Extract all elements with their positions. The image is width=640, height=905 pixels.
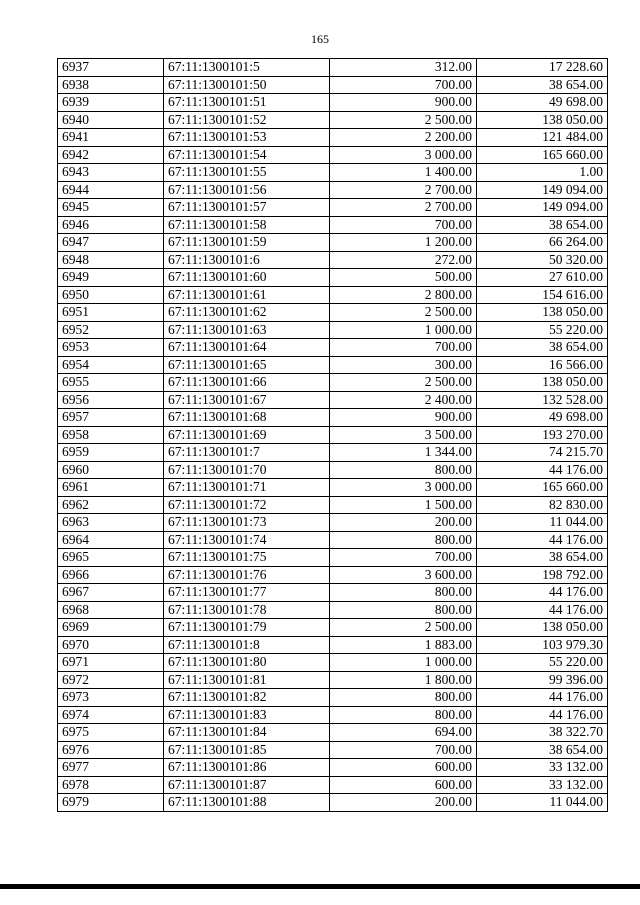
- row-number-cell: 6940: [58, 111, 164, 129]
- area-cell: 600.00: [330, 759, 477, 777]
- area-cell: 1 344.00: [330, 444, 477, 462]
- table-row: [58, 531, 608, 549]
- row-number-cell: 6952: [58, 321, 164, 339]
- value-cell: 50 320.00: [477, 251, 608, 269]
- value-cell: 193 270.00: [477, 426, 608, 444]
- value-cell: 11 044.00: [477, 794, 608, 812]
- table-row: [58, 339, 608, 357]
- table-row: [58, 391, 608, 409]
- table-row: [58, 671, 608, 689]
- cadastral-number-cell: 67:11:1300101:52: [164, 111, 330, 129]
- cadastral-number-cell: 67:11:1300101:66: [164, 374, 330, 392]
- cadastral-number-cell: 67:11:1300101:84: [164, 724, 330, 742]
- area-cell: 1 000.00: [330, 321, 477, 339]
- value-cell: 33 132.00: [477, 759, 608, 777]
- table-row: [58, 269, 608, 287]
- cadastral-number-cell: 67:11:1300101:8: [164, 636, 330, 654]
- value-cell: 121 484.00: [477, 129, 608, 147]
- area-cell: 272.00: [330, 251, 477, 269]
- area-cell: 3 500.00: [330, 426, 477, 444]
- row-number-cell: 6958: [58, 426, 164, 444]
- table-row: [58, 514, 608, 532]
- table-row: [58, 181, 608, 199]
- table-row: [58, 619, 608, 637]
- value-cell: 49 698.00: [477, 94, 608, 112]
- area-cell: 2 500.00: [330, 374, 477, 392]
- table-row: [58, 111, 608, 129]
- row-number-cell: 6967: [58, 584, 164, 602]
- value-cell: 55 220.00: [477, 321, 608, 339]
- cadastral-number-cell: 67:11:1300101:62: [164, 304, 330, 322]
- row-number-cell: 6957: [58, 409, 164, 427]
- value-cell: 82 830.00: [477, 496, 608, 514]
- table-row: [58, 59, 608, 77]
- value-cell: 132 528.00: [477, 391, 608, 409]
- row-number-cell: 6938: [58, 76, 164, 94]
- value-cell: 149 094.00: [477, 181, 608, 199]
- cadastral-number-cell: 67:11:1300101:57: [164, 199, 330, 217]
- row-number-cell: 6943: [58, 164, 164, 182]
- row-number-cell: 6970: [58, 636, 164, 654]
- area-cell: 1 800.00: [330, 671, 477, 689]
- table-row: [58, 426, 608, 444]
- row-number-cell: 6953: [58, 339, 164, 357]
- cadastral-number-cell: 67:11:1300101:71: [164, 479, 330, 497]
- table-row: [58, 601, 608, 619]
- value-cell: 198 792.00: [477, 566, 608, 584]
- area-cell: 700.00: [330, 741, 477, 759]
- area-cell: 800.00: [330, 531, 477, 549]
- row-number-cell: 6948: [58, 251, 164, 269]
- table-row: [58, 724, 608, 742]
- area-cell: 2 500.00: [330, 111, 477, 129]
- row-number-cell: 6961: [58, 479, 164, 497]
- value-cell: 38 654.00: [477, 549, 608, 567]
- table-row: [58, 374, 608, 392]
- cadastral-number-cell: 67:11:1300101:86: [164, 759, 330, 777]
- value-cell: 55 220.00: [477, 654, 608, 672]
- value-cell: 99 396.00: [477, 671, 608, 689]
- page-number: 165: [311, 32, 329, 46]
- table-row: [58, 129, 608, 147]
- value-cell: 138 050.00: [477, 374, 608, 392]
- area-cell: 694.00: [330, 724, 477, 742]
- table-row: [58, 286, 608, 304]
- table-row: [58, 636, 608, 654]
- table-row: [58, 76, 608, 94]
- cadastral-number-cell: 67:11:1300101:61: [164, 286, 330, 304]
- table-row: [58, 759, 608, 777]
- cadastral-number-cell: 67:11:1300101:59: [164, 234, 330, 252]
- value-cell: 44 176.00: [477, 584, 608, 602]
- table-row: [58, 199, 608, 217]
- row-number-cell: 6937: [58, 59, 164, 77]
- area-cell: 2 800.00: [330, 286, 477, 304]
- row-number-cell: 6974: [58, 706, 164, 724]
- row-number-cell: 6945: [58, 199, 164, 217]
- value-cell: 165 660.00: [477, 479, 608, 497]
- value-cell: 149 094.00: [477, 199, 608, 217]
- row-number-cell: 6963: [58, 514, 164, 532]
- cadastral-number-cell: 67:11:1300101:83: [164, 706, 330, 724]
- value-cell: 38 654.00: [477, 76, 608, 94]
- area-cell: 2 500.00: [330, 304, 477, 322]
- row-number-cell: 6964: [58, 531, 164, 549]
- row-number-cell: 6954: [58, 356, 164, 374]
- row-number-cell: 6960: [58, 461, 164, 479]
- table-row: [58, 741, 608, 759]
- cadastral-number-cell: 67:11:1300101:68: [164, 409, 330, 427]
- area-cell: 900.00: [330, 409, 477, 427]
- table-row: [58, 444, 608, 462]
- area-cell: 1 400.00: [330, 164, 477, 182]
- row-number-cell: 6946: [58, 216, 164, 234]
- table-row: [58, 689, 608, 707]
- value-cell: 38 654.00: [477, 216, 608, 234]
- row-number-cell: 6949: [58, 269, 164, 287]
- value-cell: 44 176.00: [477, 689, 608, 707]
- area-cell: 800.00: [330, 706, 477, 724]
- table-row: [58, 479, 608, 497]
- cadastral-number-cell: 67:11:1300101:72: [164, 496, 330, 514]
- value-cell: 165 660.00: [477, 146, 608, 164]
- row-number-cell: 6950: [58, 286, 164, 304]
- value-cell: 154 616.00: [477, 286, 608, 304]
- area-cell: 200.00: [330, 514, 477, 532]
- cadastral-number-cell: 67:11:1300101:65: [164, 356, 330, 374]
- row-number-cell: 6942: [58, 146, 164, 164]
- cadastral-table: [57, 58, 608, 812]
- cadastral-number-cell: 67:11:1300101:63: [164, 321, 330, 339]
- value-cell: 44 176.00: [477, 461, 608, 479]
- table-row: [58, 146, 608, 164]
- value-cell: 138 050.00: [477, 304, 608, 322]
- value-cell: 11 044.00: [477, 514, 608, 532]
- area-cell: 700.00: [330, 549, 477, 567]
- cadastral-number-cell: 67:11:1300101:73: [164, 514, 330, 532]
- cadastral-number-cell: 67:11:1300101:74: [164, 531, 330, 549]
- table-row: [58, 216, 608, 234]
- table-row: [58, 94, 608, 112]
- cadastral-number-cell: 67:11:1300101:77: [164, 584, 330, 602]
- area-cell: 500.00: [330, 269, 477, 287]
- value-cell: 38 654.00: [477, 741, 608, 759]
- value-cell: 44 176.00: [477, 706, 608, 724]
- row-number-cell: 6973: [58, 689, 164, 707]
- value-cell: 17 228.60: [477, 59, 608, 77]
- value-cell: 27 610.00: [477, 269, 608, 287]
- table-row: [58, 654, 608, 672]
- table-row: [58, 496, 608, 514]
- cadastral-number-cell: 67:11:1300101:5: [164, 59, 330, 77]
- cadastral-number-cell: 67:11:1300101:60: [164, 269, 330, 287]
- row-number-cell: 6978: [58, 776, 164, 794]
- table-row: [58, 776, 608, 794]
- value-cell: 66 264.00: [477, 234, 608, 252]
- value-cell: 44 176.00: [477, 531, 608, 549]
- cadastral-number-cell: 67:11:1300101:85: [164, 741, 330, 759]
- row-number-cell: 6951: [58, 304, 164, 322]
- cadastral-number-cell: 67:11:1300101:87: [164, 776, 330, 794]
- row-number-cell: 6955: [58, 374, 164, 392]
- table-row: [58, 164, 608, 182]
- row-number-cell: 6944: [58, 181, 164, 199]
- area-cell: 2 700.00: [330, 181, 477, 199]
- area-cell: 700.00: [330, 339, 477, 357]
- row-number-cell: 6977: [58, 759, 164, 777]
- area-cell: 1 883.00: [330, 636, 477, 654]
- row-number-cell: 6971: [58, 654, 164, 672]
- bottom-divider: [0, 884, 640, 889]
- value-cell: 138 050.00: [477, 111, 608, 129]
- cadastral-number-cell: 67:11:1300101:80: [164, 654, 330, 672]
- row-number-cell: 6956: [58, 391, 164, 409]
- row-number-cell: 6965: [58, 549, 164, 567]
- row-number-cell: 6972: [58, 671, 164, 689]
- area-cell: 700.00: [330, 76, 477, 94]
- cadastral-number-cell: 67:11:1300101:67: [164, 391, 330, 409]
- cadastral-number-cell: 67:11:1300101:75: [164, 549, 330, 567]
- row-number-cell: 6975: [58, 724, 164, 742]
- area-cell: 900.00: [330, 94, 477, 112]
- table-row: [58, 304, 608, 322]
- row-number-cell: 6966: [58, 566, 164, 584]
- table-row: [58, 409, 608, 427]
- value-cell: 74 215.70: [477, 444, 608, 462]
- table-row: [58, 234, 608, 252]
- row-number-cell: 6969: [58, 619, 164, 637]
- area-cell: 800.00: [330, 601, 477, 619]
- row-number-cell: 6976: [58, 741, 164, 759]
- value-cell: 1.00: [477, 164, 608, 182]
- value-cell: 49 698.00: [477, 409, 608, 427]
- row-number-cell: 6979: [58, 794, 164, 812]
- value-cell: 138 050.00: [477, 619, 608, 637]
- area-cell: 1 200.00: [330, 234, 477, 252]
- area-cell: 800.00: [330, 584, 477, 602]
- cadastral-number-cell: 67:11:1300101:69: [164, 426, 330, 444]
- area-cell: 200.00: [330, 794, 477, 812]
- table-row: [58, 321, 608, 339]
- cadastral-number-cell: 67:11:1300101:70: [164, 461, 330, 479]
- row-number-cell: 6941: [58, 129, 164, 147]
- cadastral-number-cell: 67:11:1300101:6: [164, 251, 330, 269]
- table-row: [58, 794, 608, 812]
- row-number-cell: 6947: [58, 234, 164, 252]
- cadastral-number-cell: 67:11:1300101:81: [164, 671, 330, 689]
- area-cell: 2 500.00: [330, 619, 477, 637]
- value-cell: 38 654.00: [477, 339, 608, 357]
- cadastral-number-cell: 67:11:1300101:56: [164, 181, 330, 199]
- value-cell: 44 176.00: [477, 601, 608, 619]
- table-row: [58, 706, 608, 724]
- area-cell: 300.00: [330, 356, 477, 374]
- area-cell: 3 600.00: [330, 566, 477, 584]
- row-number-cell: 6968: [58, 601, 164, 619]
- area-cell: 800.00: [330, 461, 477, 479]
- cadastral-number-cell: 67:11:1300101:55: [164, 164, 330, 182]
- table-row: [58, 461, 608, 479]
- area-cell: 3 000.00: [330, 146, 477, 164]
- area-cell: 700.00: [330, 216, 477, 234]
- cadastral-number-cell: 67:11:1300101:78: [164, 601, 330, 619]
- table-row: [58, 251, 608, 269]
- cadastral-number-cell: 67:11:1300101:7: [164, 444, 330, 462]
- row-number-cell: 6962: [58, 496, 164, 514]
- area-cell: 2 700.00: [330, 199, 477, 217]
- table-body: [58, 59, 608, 812]
- value-cell: 33 132.00: [477, 776, 608, 794]
- area-cell: 600.00: [330, 776, 477, 794]
- area-cell: 1 500.00: [330, 496, 477, 514]
- area-cell: 2 200.00: [330, 129, 477, 147]
- cadastral-number-cell: 67:11:1300101:51: [164, 94, 330, 112]
- cadastral-number-cell: 67:11:1300101:50: [164, 76, 330, 94]
- cadastral-number-cell: 67:11:1300101:79: [164, 619, 330, 637]
- cadastral-number-cell: 67:11:1300101:82: [164, 689, 330, 707]
- row-number-cell: 6959: [58, 444, 164, 462]
- cadastral-number-cell: 67:11:1300101:64: [164, 339, 330, 357]
- row-number-cell: 6939: [58, 94, 164, 112]
- value-cell: 103 979.30: [477, 636, 608, 654]
- cadastral-number-cell: 67:11:1300101:58: [164, 216, 330, 234]
- table-row: [58, 566, 608, 584]
- cadastral-number-cell: 67:11:1300101:53: [164, 129, 330, 147]
- cadastral-number-cell: 67:11:1300101:54: [164, 146, 330, 164]
- table-row: [58, 549, 608, 567]
- area-cell: 312.00: [330, 59, 477, 77]
- area-cell: 800.00: [330, 689, 477, 707]
- area-cell: 2 400.00: [330, 391, 477, 409]
- area-cell: 1 000.00: [330, 654, 477, 672]
- area-cell: 3 000.00: [330, 479, 477, 497]
- cadastral-number-cell: 67:11:1300101:76: [164, 566, 330, 584]
- table-row: [58, 584, 608, 602]
- value-cell: 16 566.00: [477, 356, 608, 374]
- table-row: [58, 356, 608, 374]
- cadastral-number-cell: 67:11:1300101:88: [164, 794, 330, 812]
- value-cell: 38 322.70: [477, 724, 608, 742]
